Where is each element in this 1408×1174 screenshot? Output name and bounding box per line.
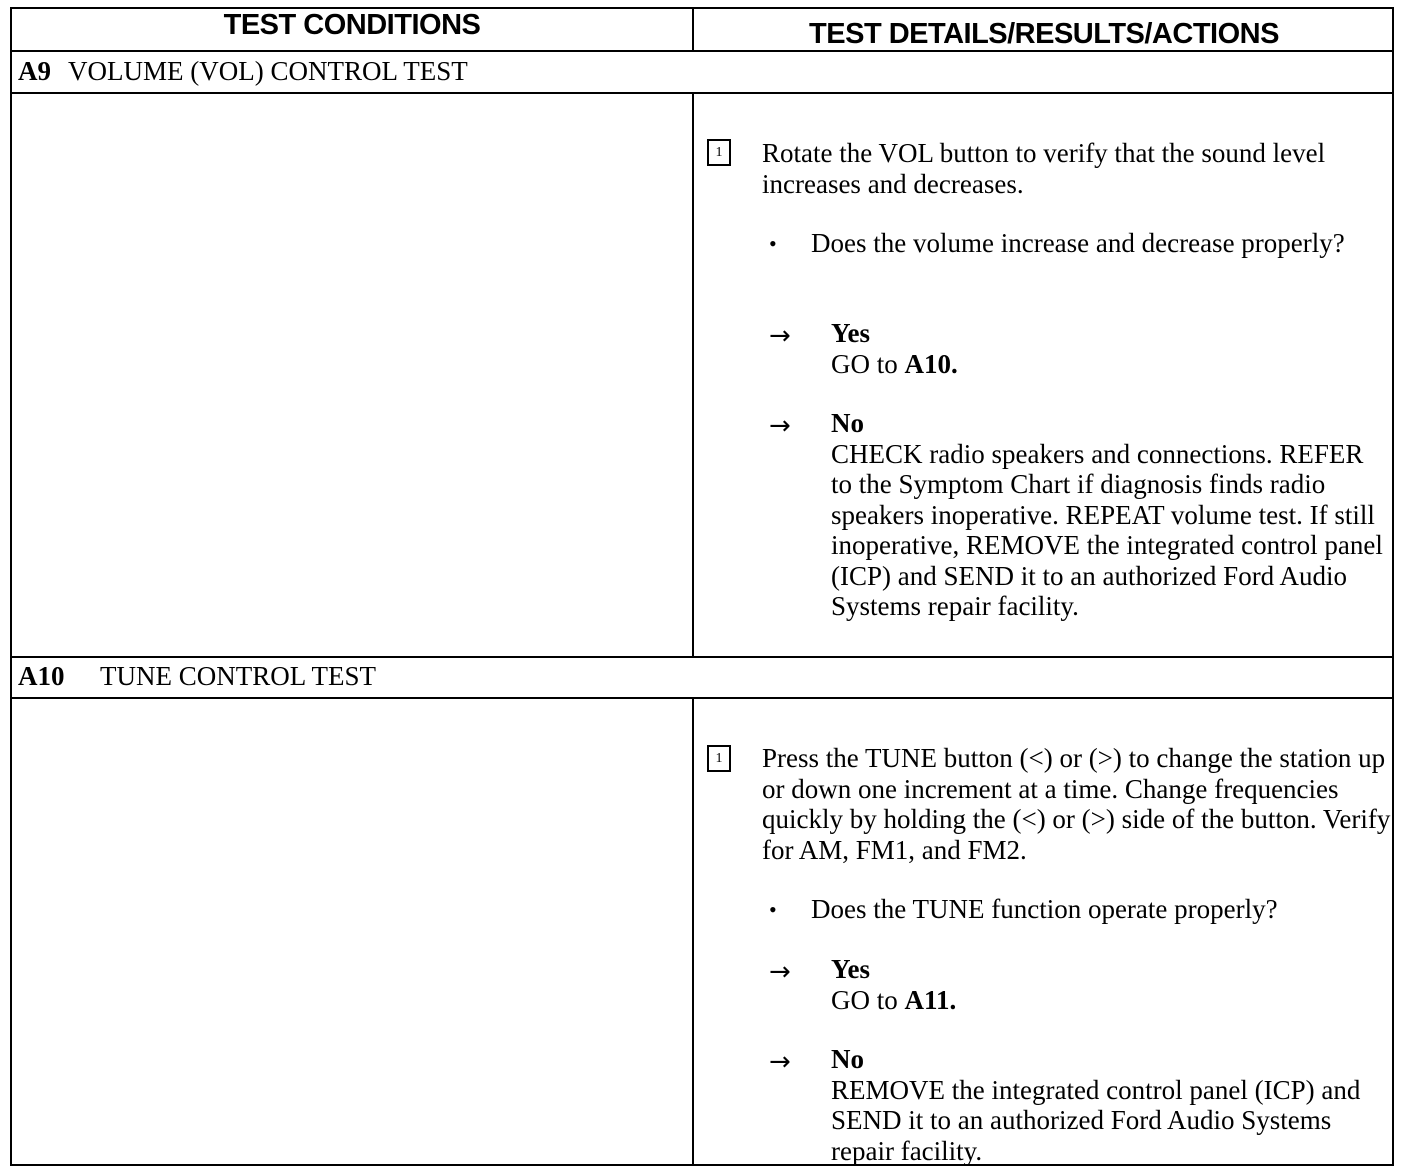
answer-yes-text: GO to (831, 984, 905, 1015)
answer-yes-target: A10. (904, 348, 958, 379)
step-question: Does the volume increase and decrease properly? (811, 228, 1345, 258)
answer-yes (831, 954, 1391, 1015)
answer-no-label: No (831, 408, 864, 438)
header-divider (692, 9, 694, 51)
header-rule (12, 50, 1392, 52)
answer-yes (831, 318, 1391, 379)
answer-no (831, 408, 1391, 622)
answer-yes-label: Yes (831, 318, 870, 348)
column-header-test-details: TEST DETAILS/RESULTS/ACTIONS (809, 18, 1279, 50)
step-instruction: Press the TUNE button (<) or (>) to change the station up or down one increment at a time. Change frequencies quickly by holding the (<) or (>) side of the button. Verify for AM, FM1, and FM2. (762, 743, 1391, 865)
answer-yes-target: A11. (904, 984, 957, 1015)
answer-yes-text: GO to (831, 348, 905, 379)
row-rule (12, 656, 1392, 658)
test-title-a10 (18, 661, 376, 692)
test-id-a10: A10 (18, 661, 65, 691)
test-name-a9: VOLUME (VOL) CONTROL TEST (68, 56, 468, 86)
arrow-icon: → (769, 1047, 791, 1077)
arrow-icon: → (769, 321, 791, 351)
bullet-icon: • (769, 231, 777, 256)
test-name-a10: TUNE CONTROL TEST (100, 661, 376, 691)
answer-yes-label: Yes (831, 954, 870, 984)
arrow-icon: → (769, 411, 791, 441)
answer-no-text: CHECK radio speakers and connections. REFER to the Symptom Chart if diagnosis finds radio speakers inoperative. REPEAT volume test. If still inoperative, REMOVE the integrated control panel (ICP) and SEND it to an authorized Ford Audio Systems repair facility. (831, 438, 1383, 621)
answer-no-text: REMOVE the integrated control panel (ICP) and SEND it to an authorized Ford Audio Systems repair facility. (831, 1074, 1361, 1166)
step-number-box: 1 (707, 139, 731, 166)
step-instruction: Rotate the VOL button to verify that the sound level increases and decreases. (762, 138, 1326, 199)
arrow-icon: → (769, 957, 791, 987)
bullet-icon: • (769, 897, 777, 922)
column-header-test-conditions: TEST CONDITIONS (223, 9, 481, 41)
answer-no (831, 1044, 1391, 1166)
test-id-a9: A9 (18, 56, 51, 86)
step-number-box: 1 (707, 745, 731, 772)
test-details-a9 (694, 93, 1392, 656)
test-details-a10 (694, 698, 1392, 1166)
test-table (10, 7, 1394, 1166)
answer-no-label: No (831, 1044, 864, 1074)
test-title-a9 (18, 56, 468, 87)
step-question: Does the TUNE function operate properly? (811, 894, 1278, 924)
